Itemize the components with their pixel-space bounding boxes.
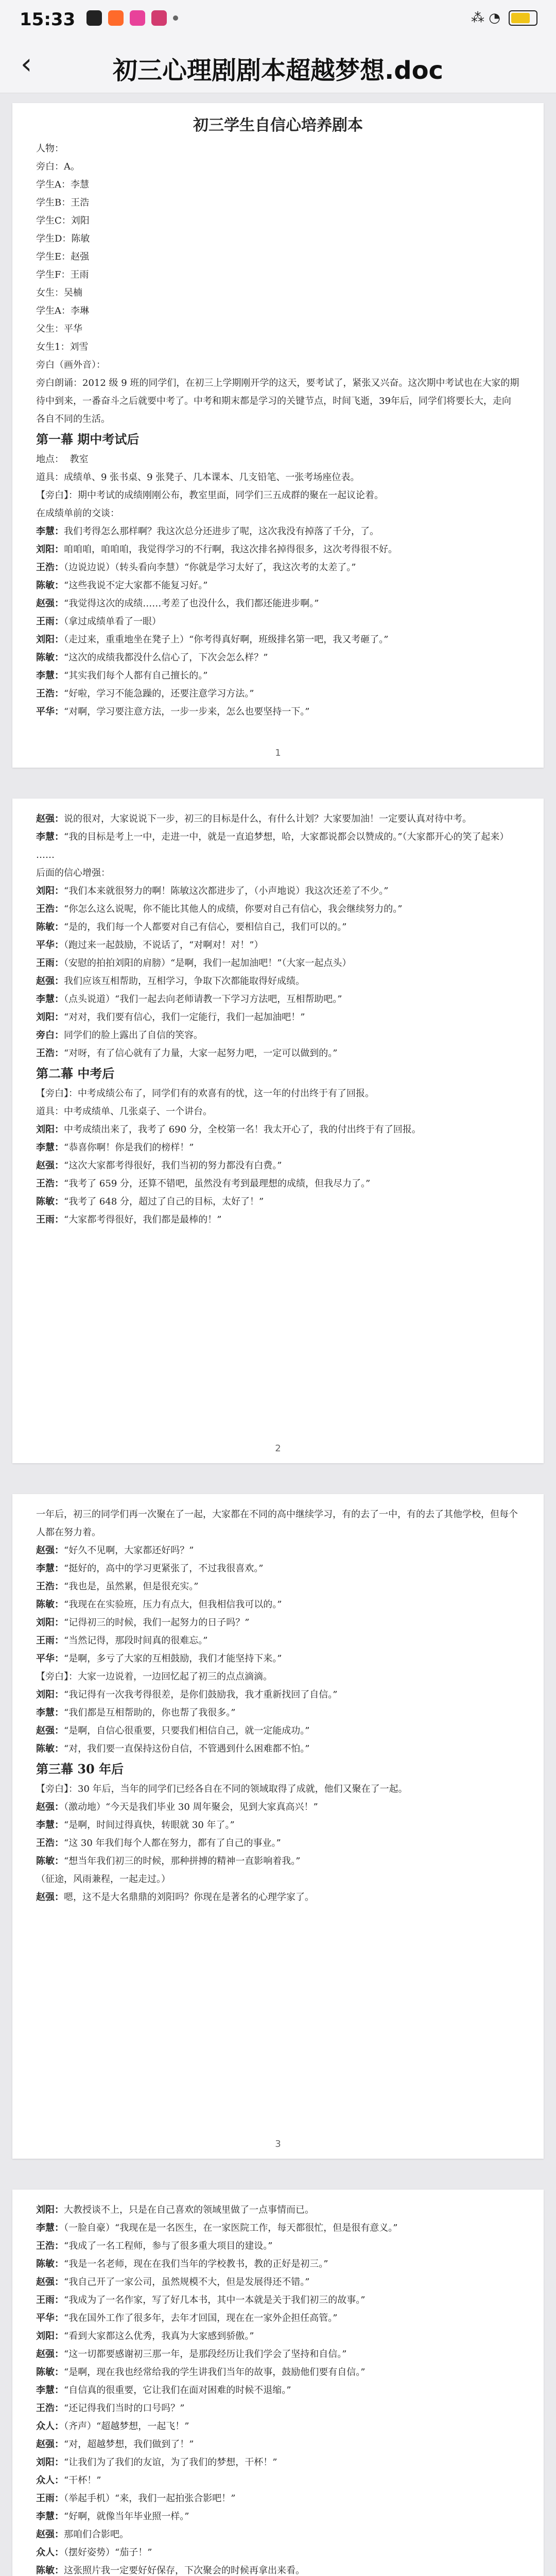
line-text: 道具：成绩单、9 张书桌、9 张凳子、几本课本、几支铅笔、一张考场座位表。	[36, 472, 360, 483]
speaker-name: 赵强：	[36, 2277, 64, 2287]
line-text: “我在国外工作了很多年，去年才回国，现在在一家外企担任高管。”	[64, 2313, 338, 2324]
script-line	[36, 846, 520, 864]
speaker-name: 赵强：	[36, 2349, 64, 2360]
script-line	[36, 2381, 520, 2399]
script-line	[36, 1722, 520, 1740]
speaker-name: 陈敏：	[36, 2367, 64, 2378]
status-time: 15:33	[20, 9, 76, 30]
speaker-name: 李慧：	[36, 2223, 64, 2233]
line-text: 女生1：刘雪	[36, 342, 89, 352]
script-line	[36, 2309, 520, 2327]
speaker-name: 刘阳：	[36, 2457, 64, 2468]
speaker-name: 赵强：	[36, 598, 64, 609]
line-text: “是啊，多亏了大家的互相鼓励，我们才能坚持下来。”	[64, 1653, 282, 1664]
speaker-name: 赵强：	[36, 1545, 64, 1556]
speaker-name: 王雨：	[36, 1214, 64, 1225]
script-line	[36, 540, 520, 558]
line-text: 同学们的脸上露出了自信的笑容。	[64, 1030, 203, 1041]
script-line	[36, 338, 520, 356]
scene-heading	[36, 1064, 520, 1082]
page-content	[12, 103, 544, 721]
line-text: 道具：中考成绩单、几张桌子、一个讲台。	[36, 1106, 212, 1117]
speaker-name: 刘阳：	[36, 2205, 64, 2215]
script-line	[36, 2507, 520, 2526]
speaker-name: 赵强：	[36, 2529, 64, 2540]
script-line	[36, 649, 520, 667]
line-text: “我考了 659 分，还算不错吧，虽然没有考到最理想的成绩，但我尽力了。”	[64, 1178, 371, 1189]
line-text: 第一幕 期中考试后	[36, 432, 140, 447]
line-text: “对，我们要一直保持这份自信，不管遇到什么困难都不怕。”	[64, 1743, 310, 1754]
speaker-name: 李慧：	[36, 1707, 64, 1718]
status-right	[471, 10, 537, 26]
speaker-name: 陈敏：	[36, 652, 64, 663]
speaker-name: 赵强：	[36, 1892, 64, 1903]
line-text: “是啊，时间过得真快，转眼就 30 年了。”	[64, 1820, 235, 1831]
line-text: 旁白朗诵：2012 级 9 班的同学们，在初三上学期刚开学的这天，要考试了，紧张又兴奋。这次期中考试也在大家的期待中到来，一番奋斗之后就要中考了。中考和期末都是学习的关键节点，时间飞逝，39年后，同学们将要长大，走向各自不同的生活。	[36, 378, 519, 425]
line-text: “我的目标是考上一中，走进一中，就是一直追梦想，哈，大家都说都会以赞成的。”（大家都开心的笑了起来）	[64, 832, 509, 842]
line-text: 【旁白】：30 年后，当年的同学们已经各自在不同的领域取得了成就，他们又聚在了一起。	[36, 1784, 408, 1794]
script-line	[36, 1834, 520, 1852]
line-text: （齐声）“超越梦想，一起飞！”	[64, 2421, 189, 2432]
script-line	[36, 194, 520, 212]
page-number: 2	[275, 1443, 281, 1454]
speaker-name: 平华：	[36, 1653, 64, 1664]
script-line	[36, 486, 520, 504]
speaker-name: 王浩：	[36, 904, 64, 914]
speaker-name: 王浩：	[36, 1838, 64, 1849]
script-line	[36, 900, 520, 918]
script-line	[36, 2489, 520, 2507]
line-text: “记得初三的时候，我们一起努力的日子吗？”	[64, 1617, 250, 1628]
script-line	[36, 882, 520, 900]
line-text: “我成为了一名作家，写了好几本书，其中一本就是关于我们初三的故事。”	[64, 2295, 366, 2306]
line-text: （一脸自豪）“我现在是一名医生，在一家医院工作，每天都很忙，但是很有意义。”	[64, 2223, 398, 2233]
script-line	[36, 1798, 520, 1816]
line-text: “对，超越梦想，我们做到了！”	[64, 2439, 194, 2450]
script-line	[36, 828, 520, 846]
line-text: 中考成绩出来了，我考了 690 分，全校第一名！我太开心了，我的付出终于有了回报。	[64, 1124, 421, 1135]
line-text: “你怎么这么说呢，你不能比其他人的成绩，你要对自己有信心，我会继续努力的。”	[64, 904, 403, 914]
script-line	[36, 954, 520, 972]
speaker-name: 众人：	[36, 2547, 64, 2558]
speaker-name: 王浩：	[36, 1048, 64, 1059]
line-text: 人物：	[36, 143, 64, 154]
script-line	[36, 972, 520, 990]
line-text: 这张照片我一定要好好保存，下次聚会的时候再拿出来看。	[64, 2565, 305, 2576]
speaker-name: 陈敏：	[36, 922, 64, 933]
line-text: “其实我们每个人都有自己擅长的。”	[64, 670, 208, 681]
script-line	[36, 2363, 520, 2381]
script-line	[36, 2237, 520, 2255]
speaker-name: 刘阳：	[36, 886, 64, 896]
line-text: “我成了一名工程师，参与了很多重大项目的建设。”	[64, 2241, 273, 2251]
speaker-name: 李慧：	[36, 1820, 64, 1831]
speaker-name: 王浩：	[36, 1178, 64, 1189]
speaker-name: 王雨：	[36, 2493, 64, 2504]
line-text: “我觉得这次的成绩……考差了也没什么，我们都还能进步啊。”	[64, 598, 319, 609]
line-text: 嗯，这不是大名鼎鼎的刘阳吗？你现在是著名的心理学家了。	[64, 1892, 314, 1903]
script-line	[36, 631, 520, 649]
speaker-name: 平华：	[36, 940, 64, 951]
more-dot-icon	[173, 15, 178, 21]
script-line	[36, 176, 520, 194]
line-text: “好啊，就像当年毕业照一样。”	[64, 2511, 189, 2522]
script-line	[36, 1578, 520, 1596]
script-line	[36, 613, 520, 631]
line-text: （激动地）“今天是我们毕业 30 周年聚会，见到大家真高兴！”	[64, 1802, 318, 1812]
script-line	[36, 504, 520, 522]
speaker-name: 王雨：	[36, 1635, 64, 1646]
script-line	[36, 1650, 520, 1668]
script-line	[36, 864, 520, 882]
script-line	[36, 2544, 520, 2562]
script-line	[36, 1560, 520, 1578]
document-page	[12, 2190, 544, 2576]
script-line	[36, 1852, 520, 1870]
page-content	[12, 1494, 544, 1906]
line-text: “我是一名老师，现在在我们当年的学校教书，教的正好是初三。”	[64, 2259, 328, 2269]
line-text: （走过来，重重地坐在凳子上）“你考得真好啊，班级排名第一吧，我又考砸了。”	[64, 634, 389, 645]
script-line	[36, 1139, 520, 1157]
script-line	[36, 2273, 520, 2291]
document-page	[12, 103, 544, 768]
speaker-name: 李慧：	[36, 994, 64, 1005]
script-line	[36, 1157, 520, 1175]
speaker-name: 刘阳：	[36, 2331, 64, 2342]
script-line	[36, 1596, 520, 1614]
script-line	[36, 810, 520, 828]
line-text: 【旁白】：大家一边说着，一边回忆起了初三的点点滴滴。	[36, 1671, 272, 1682]
line-text: “干杯！”	[64, 2475, 101, 2486]
line-text: （跑过来一起鼓励，不说话了，“对啊对！对！”）	[64, 940, 264, 951]
line-text: （点头说道）“我们一起去向老师请教一下学习方法吧，互相帮助吧。”	[64, 994, 342, 1005]
line-text: “对呀，有了信心就有了力量，大家一起努力吧，一定可以做到的。”	[64, 1048, 338, 1059]
speaker-name: 陈敏：	[36, 1196, 64, 1207]
speaker-name: 王浩：	[36, 562, 64, 573]
speaker-name: 李慧：	[36, 1563, 64, 1574]
script-line	[36, 1668, 520, 1686]
script-line	[36, 248, 520, 266]
line-text: 我们考得怎么那样啊？我这次总分还进步了呢，这次我没有掉落了千分，了。	[64, 526, 379, 537]
script-line	[36, 450, 520, 468]
line-text: 女生：吴楠	[36, 287, 82, 298]
line-text: 学生F：王雨	[36, 269, 89, 280]
line-text: （举起手机）“来，我们一起拍张合影吧！”	[64, 2493, 236, 2504]
script-line	[36, 2399, 520, 2417]
script-line	[36, 1780, 520, 1798]
script-line	[36, 918, 520, 936]
line-text: 地点： 教室	[36, 454, 89, 465]
script-line	[36, 320, 520, 338]
line-text: 父生：平华	[36, 324, 82, 334]
script-line	[36, 990, 520, 1008]
page-content	[12, 799, 544, 1229]
speaker-name: 王浩：	[36, 1581, 64, 1592]
line-text: “自信真的很重要，它让我们在面对困难的时候不退缩。”	[64, 2385, 291, 2396]
script-line	[36, 158, 520, 176]
line-text: 说的很对，大家说说下一步，初三的目标是什么，有什么计划？大家要加油！一定要认真对待中考。	[64, 814, 472, 824]
speaker-name: 刘阳：	[36, 544, 64, 555]
script-line	[36, 558, 520, 577]
line-text: “是的，我们每一个人都要对自己有信心，要相信自己，我们可以的。”	[64, 922, 347, 933]
speaker-name: 刘阳：	[36, 1617, 64, 1628]
line-text: 学生A：李琳	[36, 306, 89, 316]
speaker-name: 陈敏：	[36, 2565, 64, 2576]
speaker-name: 王浩：	[36, 2403, 64, 2414]
battery-icon	[509, 10, 537, 26]
notification-icons	[86, 10, 178, 26]
script-line	[36, 1870, 520, 1888]
line-text: “这次的成绩我都没什么信心了，下次会怎么样？”	[64, 652, 268, 663]
line-text: 大教授谈不上，只是在自己喜欢的领域里做了一点事情而已。	[64, 2205, 314, 2215]
script-line	[36, 2327, 520, 2345]
script-line	[36, 1632, 520, 1650]
speaker-name: 李慧：	[36, 832, 64, 842]
line-text: “这些我说不定大家都不能复习好。”	[64, 580, 208, 591]
speaker-name: 陈敏：	[36, 2259, 64, 2269]
line-text: 在成绩单前的交谈：	[36, 508, 119, 519]
script-line	[36, 1505, 520, 1541]
script-line	[36, 356, 520, 374]
page-number: 1	[275, 748, 281, 758]
speaker-name: 赵强：	[36, 2439, 64, 2450]
line-text: 【旁白】：中考成绩公布了，同学们有的欢喜有的忧，这一年的付出终于有了回报。	[36, 1088, 374, 1099]
speaker-name: 刘阳：	[36, 1689, 64, 1700]
line-text: “是啊，现在我也经常给我的学生讲我们当年的故事，鼓励他们要有自信。”	[64, 2367, 366, 2378]
line-text: 我们应该互相帮助，互相学习，争取下次都能取得好成绩。	[64, 976, 305, 987]
line-text: 那咱们合影吧。	[64, 2529, 129, 2540]
line-text: （征途，风雨兼程，一起走过。）	[36, 1874, 170, 1885]
script-line	[36, 1026, 520, 1044]
line-text: “大家都考得很好，我们都是最棒的！”	[64, 1214, 222, 1225]
speaker-name: 王雨：	[36, 2295, 64, 2306]
speaker-name: 王浩：	[36, 2241, 64, 2251]
script-line	[36, 522, 520, 540]
line-text: “让我们为了我们的友谊，为了我们的梦想，干杯！”	[64, 2457, 277, 2468]
line-text: 第三幕 30 年后	[36, 1761, 124, 1776]
speaker-name: 赵强：	[36, 1725, 64, 1736]
script-line	[36, 2219, 520, 2237]
speaker-name: 赵强：	[36, 1802, 64, 1812]
script-line	[36, 1686, 520, 1704]
script-line	[36, 230, 520, 248]
speaker-name: 李慧：	[36, 670, 64, 681]
line-text: “我也是，虽然累，但是很充实。”	[64, 1581, 199, 1592]
line-text: 后面的信心增强：	[36, 868, 110, 878]
script-line	[36, 2435, 520, 2453]
app-notification-icon	[130, 10, 145, 26]
script-line	[36, 577, 520, 595]
script-line	[36, 1008, 520, 1026]
speaker-name: 众人：	[36, 2421, 64, 2432]
script-line	[36, 266, 520, 284]
speaker-name: 赵强：	[36, 976, 64, 987]
speaker-name: 陈敏：	[36, 1856, 64, 1867]
line-text: 学生B：王浩	[36, 197, 90, 208]
line-text: （拿过成绩单看了一眼）	[64, 616, 161, 627]
script-line	[36, 1121, 520, 1139]
script-line	[36, 1103, 520, 1121]
page-content	[12, 2190, 544, 2576]
status-bar	[0, 0, 556, 36]
line-text: “是啊，自信心很重要，只要我们相信自己，就一定能成功。”	[64, 1725, 310, 1736]
line-text: “挺好的，高中的学习更紧张了，不过我很喜欢。”	[64, 1563, 264, 1574]
speaker-name: 旁白：	[36, 1030, 64, 1041]
speaker-name: 赵强：	[36, 814, 64, 824]
script-line	[36, 1704, 520, 1722]
line-text: “恭喜你啊！你是我们的榜样！”	[64, 1142, 194, 1153]
document-page	[12, 799, 544, 1463]
line-text: “我自己开了一家公司，虽然规模不大，但是发展得还不错。”	[64, 2277, 310, 2287]
script-line	[36, 2345, 520, 2363]
speaker-name: 众人：	[36, 2475, 64, 2486]
line-text: （摆好姿势）“茄子！”	[64, 2547, 152, 2558]
script-line	[36, 302, 520, 320]
speaker-name: 平华：	[36, 2313, 64, 2324]
script-line	[36, 1816, 520, 1834]
line-text: “看到大家都这么优秀，我真为大家感到骄傲。”	[64, 2331, 254, 2342]
speaker-name: 李慧：	[36, 1142, 64, 1153]
speaker-name: 李慧：	[36, 526, 64, 537]
document-title: 初三心理剧剧本超越梦想.doc	[112, 56, 444, 85]
script-line	[36, 2562, 520, 2576]
line-text: 咱咱咱，咱咱咱，我觉得学习的不行啊，我这次排名掉得很多，这次考得很不好。	[64, 544, 397, 555]
script-line	[36, 1614, 520, 1632]
script-title: 初三学生自信心培养剧本	[193, 116, 363, 134]
document-page	[12, 1494, 544, 2159]
speaker-name: 赵强：	[36, 1160, 64, 1171]
line-text: 【旁白】：期中考试的成绩刚刚公布，教室里面，同学们三五成群的聚在一起议论着。	[36, 490, 384, 501]
line-text: 旁白（画外音）：	[36, 360, 106, 370]
line-text: 旁白：A。	[36, 161, 80, 172]
speaker-name: 平华：	[36, 706, 64, 717]
line-text: “我现在在实验班，压力有点大，但我相信我可以的。”	[64, 1599, 282, 1610]
script-line	[36, 936, 520, 954]
speaker-name: 王雨：	[36, 616, 64, 627]
app-notification-icon	[86, 10, 102, 26]
line-text: 学生E：赵强	[36, 251, 90, 262]
line-text: 第二幕 中考后	[36, 1066, 115, 1081]
app-notification-icon	[151, 10, 167, 26]
line-text: 一年后，初三的同学们再一次聚在了一起，大家都在不同的高中继续学习，有的去了一中，有的去了其他学校，但每个人都在努力着。	[36, 1509, 518, 1538]
speaker-name: 陈敏：	[36, 580, 64, 591]
line-text: 学生D：陈敏	[36, 233, 90, 244]
speaker-name: 李慧：	[36, 2511, 64, 2522]
script-line	[36, 1175, 520, 1193]
line-text: “当然记得，那段时间真的很难忘。”	[64, 1635, 208, 1646]
scene-heading	[36, 1760, 520, 1778]
script-line	[36, 284, 520, 302]
taobao-icon	[108, 10, 124, 26]
line-text: “我们本来就很努力的啊！陈敏这次都进步了，（小声地说）我这次还差了不少。”	[64, 886, 389, 896]
line-text: “我们都是互相帮助的，你也帮了我很多。”	[64, 1707, 236, 1718]
speaker-name: 刘阳：	[36, 1124, 64, 1135]
script-line	[36, 685, 520, 703]
line-text: 学生A：李慧	[36, 179, 89, 190]
signal-icon: ⁂ ◔	[471, 10, 500, 26]
script-line	[36, 1740, 520, 1758]
script-line	[36, 140, 520, 158]
speaker-name: 王浩：	[36, 688, 64, 699]
speaker-name: 陈敏：	[36, 1743, 64, 1754]
script-line	[36, 1084, 520, 1103]
script-line	[36, 2471, 520, 2489]
script-line	[36, 595, 520, 613]
line-text: 学生C：刘阳	[36, 215, 90, 226]
speaker-name: 王雨：	[36, 958, 64, 969]
line-text: “对啊，学习要注意方法，一步一步来，怎么也要坚持一下。”	[64, 706, 310, 717]
script-line	[36, 468, 520, 486]
script-line	[36, 2453, 520, 2471]
line-text: “这次大家都考得很好，我们当初的努力都没有白费。”	[64, 1160, 282, 1171]
script-line	[36, 2417, 520, 2435]
line-text: “还记得我们当时的口号吗？”	[64, 2403, 185, 2414]
app-header	[0, 36, 556, 93]
script-line	[36, 2255, 520, 2273]
script-line	[36, 1541, 520, 1560]
back-icon[interactable]: ‹	[21, 47, 32, 81]
speaker-name: 陈敏：	[36, 1599, 64, 1610]
line-text: （安慰的拍拍刘阳的肩膀）“是啊，我们一起加油吧！”（大家一起点头）	[64, 958, 352, 969]
script-line	[36, 212, 520, 230]
script-line	[36, 1888, 520, 1906]
line-text: “想当年我们初三的时候，那种拼搏的精神一直影响着我。”	[64, 1856, 301, 1867]
script-line	[36, 1193, 520, 1211]
line-text: （边说边说）（转头看向李慧）“你就是学习太好了，我这次考的太差了。”	[64, 562, 356, 573]
speaker-name: 刘阳：	[36, 634, 64, 645]
script-line	[36, 2201, 520, 2219]
line-text: ……	[36, 850, 55, 860]
line-text: “好久不见啊，大家都还好吗？”	[64, 1545, 194, 1556]
script-line	[36, 667, 520, 685]
page-number: 3	[275, 2139, 281, 2149]
line-text: “我记得有一次我考得很差，是你们鼓励我，我才重新找回了自信。”	[64, 1689, 338, 1700]
script-line	[36, 374, 520, 428]
script-line	[36, 1211, 520, 1229]
line-text: “我考了 648 分，超过了自己的目标，太好了！”	[64, 1196, 264, 1207]
speaker-name: 李慧：	[36, 2385, 64, 2396]
scene-heading	[36, 430, 520, 448]
speaker-name: 刘阳：	[36, 1012, 64, 1023]
line-text: “这 30 年我们每个人都在努力，都有了自己的事业。”	[64, 1838, 281, 1849]
line-text: “好啦，学习不能急躁的，还要注意学习方法。”	[64, 688, 254, 699]
script-line	[36, 2291, 520, 2309]
script-line	[36, 703, 520, 721]
line-text: “这一切都要感谢初三那一年，是那段经历让我们学会了坚持和自信。”	[64, 2349, 347, 2360]
script-line	[36, 1044, 520, 1062]
script-line	[36, 2526, 520, 2544]
line-text: “对对，我们要有信心，我们一定能行，我们一起加油吧！”	[64, 1012, 305, 1023]
